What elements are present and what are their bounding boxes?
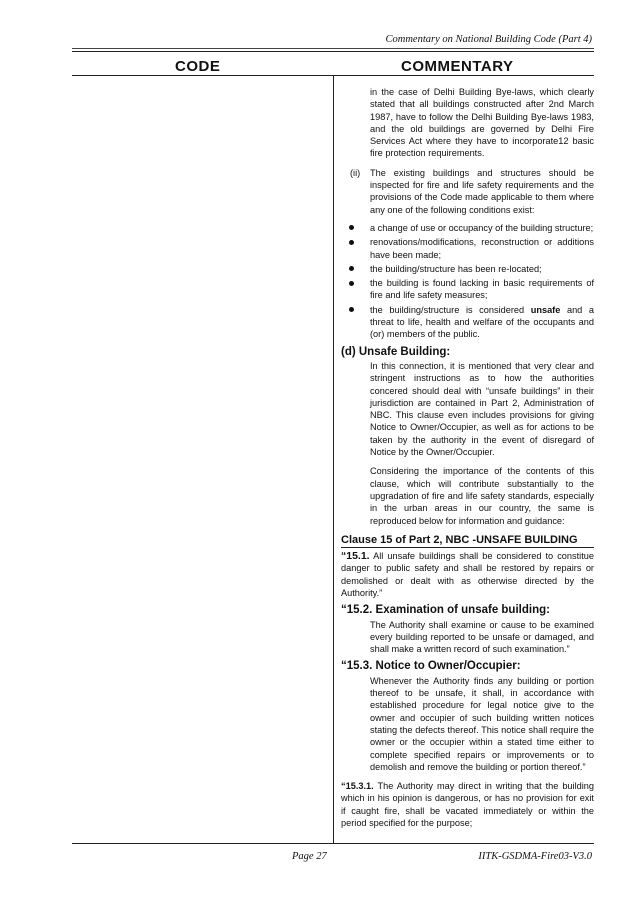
clause-15-3-1 [341, 780, 594, 829]
clause-text: All unsafe buildings shall be considered to constitue danger to public safety and shall be restored by repairs or demolished or dealt with as otherwise directed by the Authority.” [341, 551, 594, 598]
clause-15-2-heading: “15.2. Examination of unsafe building: [341, 604, 550, 617]
bullet-item [341, 304, 594, 341]
bullet-text-part: and a threat to life, health and welfare of the occupants and (or) members of the public. [370, 304, 595, 340]
clause-15-3-heading: “15.3. Notice to Owner/Occupier: [341, 660, 521, 673]
bullet-emphasis: unsafe [530, 304, 561, 315]
section-d-paragraph: Considering the importance of the contents of this clause, which will contribute substantially to the upgradation of fire and life safety standards, especially in the urban areas in our country, the same is reproduced below for information and guidance: [370, 466, 594, 526]
commentary-column-heading: COMMENTARY [401, 58, 514, 75]
clause-15-1 [341, 550, 594, 599]
condition-bullets [341, 222, 594, 341]
document-id: IITK-GSDMA-Fire03-V3.0 [478, 851, 592, 862]
code-column-heading: CODE [175, 58, 221, 75]
bullet-item [341, 222, 594, 234]
intro-paragraph: in the case of Delhi Building Bye-laws, which clearly stated that all buildings constructed after 2nd March 1987, have to follow the Delhi Building Bye-laws 1983, and the old buildings are governed by Delhi Fire Services Act where they have to incorporate12 basic fire protection requirements. [370, 87, 594, 159]
clause-15-heading: Clause 15 of Part 2, NBC -UNSAFE BUILDING [341, 534, 594, 548]
bullet-text-part: the building/structure is considered [370, 304, 531, 315]
bullet-icon [341, 277, 370, 302]
list-item-ii [341, 167, 594, 216]
header-rule-top [72, 48, 594, 49]
clause-number: “15.1. [341, 550, 370, 563]
bullet-icon [341, 222, 370, 234]
list-item-text: The existing buildings and structures should be inspected for fire and life safety requirements and the provisions of the Code made applicable to them where any one of the following conditions exist: [370, 167, 594, 215]
list-marker: (ii) [350, 167, 361, 178]
clause-15-2-text: The Authority shall examine or cause to be examined every building reported to be unsafe or damaged, and shall make a written record of such examination.” [370, 619, 594, 655]
column-divider [333, 75, 334, 844]
clause-number: “15.3.1. [341, 781, 374, 792]
clause-15-3-text: Whenever the Authority finds any building or portion thereof to be unsafe, it shall, in accordance with established procedure for legal notice give to the owner and occupier of such building written notices stating the defects thereof. This notice shall require the owner or the occupier within a stated time either to complete specified repairs or improvements or to demolish and remove the building or portion thereof.” [370, 675, 594, 772]
bullet-item [341, 263, 594, 275]
bullet-text: renovations/modifications, reconstruction or additions have been made; [370, 237, 594, 260]
section-d-heading: (d) Unsafe Building: [341, 345, 451, 358]
footer-rule [72, 843, 594, 844]
running-title: Commentary on National Building Code (Part 4) [385, 34, 592, 45]
bullet-text: a change of use or occupancy of the building structure; [370, 222, 594, 233]
bullet-text [370, 304, 594, 341]
clause-text: The Authority may direct in writing that the building which in his opinion is dangerous, or has no provision for exit if caught fire, shall be vacated immediately or within the period specified for the purpose; [341, 781, 594, 829]
commentary-column [341, 86, 594, 829]
bullet-icon [341, 236, 370, 261]
bullet-text: the building/structure has been re-located; [370, 263, 542, 274]
bullet-text: the building is found lacking in basic requirements of fire and life safety measures; [370, 278, 594, 301]
page-number: Page 27 [292, 851, 327, 862]
bullet-item [341, 236, 594, 261]
bullet-icon [341, 304, 370, 341]
bullet-icon [341, 263, 370, 275]
section-d-paragraph: In this connection, it is mentioned that very clear and stringent instructions as to how the authorities concered should deal with “unsafe buildings” in their jurisdiction are contained in Part 2, Administration of NBC. This clause even includes provisions for giving Notice to Owner/Occupier, as well as for actions to be taken by the authority in the event of disregard of Notice by the Owner/Occupier. [370, 360, 594, 458]
bullet-item [341, 277, 594, 302]
header-rule-top-thick [72, 51, 594, 52]
